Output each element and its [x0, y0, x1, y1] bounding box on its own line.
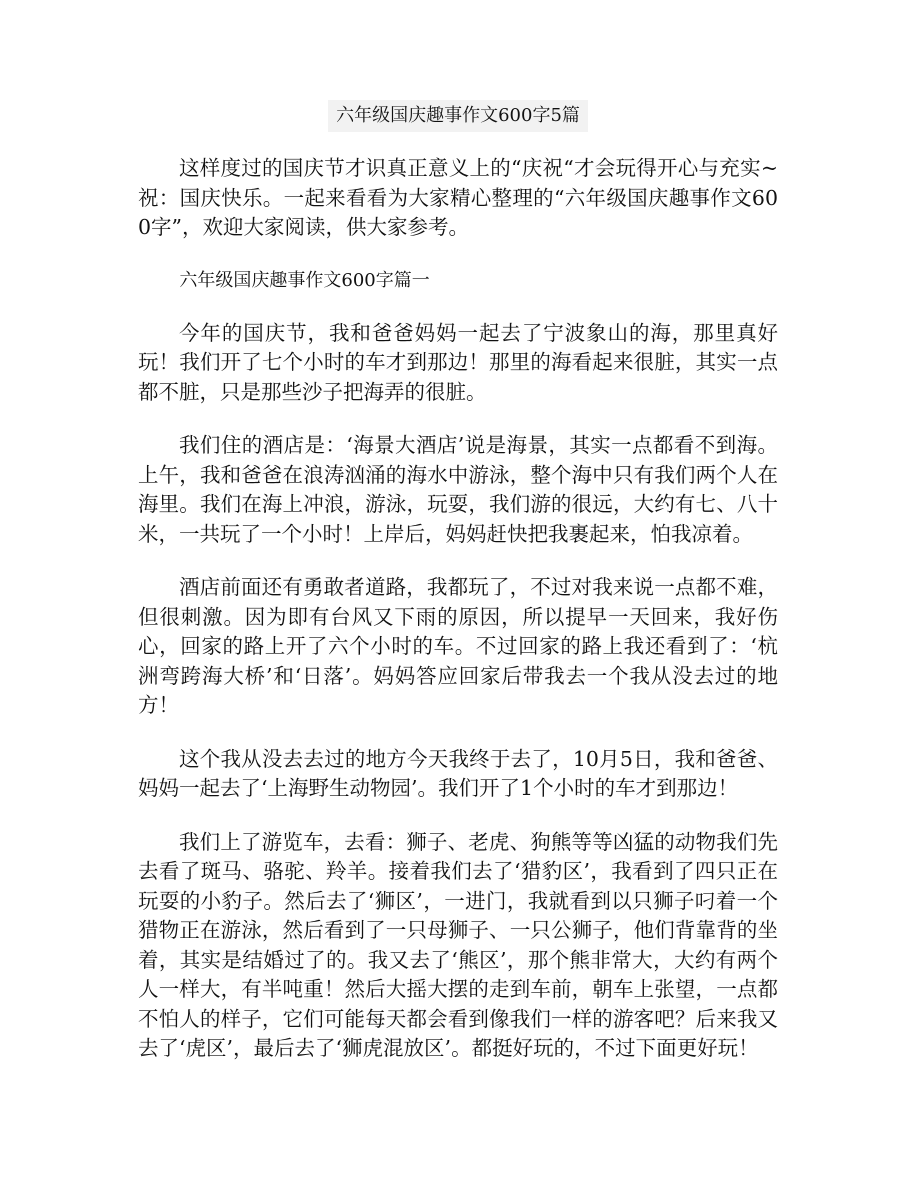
document-title: 六年级国庆趣事作文600字5篇 [328, 100, 588, 132]
body-paragraph-5: 我们上了游览车，去看：狮子、老虎、狗熊等等凶猛的动物我们先去看了斑马、骆驼、羚羊。接着我们去了‘猎豹区’，我看到了四只正在玩耍的小豹子。然后去了‘狮区’，一进门，我就看到以只狮子叼着一个猎物正在游泳，然后看到了一只母狮子、一只公狮子，他们背靠背的坐着，其实是结婚过了的。我又去了‘熊区’，那个熊非常大，大约有两个人一样大，有半吨重！然后大摇大摆的走到车前，朝车上张望，一点都不怕人的样子，它们可能每天都会看到像我们一样的游客吧？后来我又去了‘虎区’，最后去了‘狮虎混放区’。都挺好玩的，不过下面更好玩！ [138, 829, 778, 1060]
body-paragraph-2: 我们住的酒店是：‘海景大酒店’说是海景，其实一点都看不到海。上午，我和爸爸在浪涛汹涌的海水中游泳，整个海中只有我们两个人在海里。我们在海上冲浪，游泳，玩耍，我们游的很远，大约有七、八十米，一共玩了一个小时！上岸后，妈妈赶快把我裹起来，怕我凉着。 [138, 433, 778, 546]
body-paragraph-1: 今年的国庆节，我和爸爸妈妈一起去了宁波象山的海，那里真好玩！我们开了七个小时的车才到那边！那里的海看起来很脏，其实一点都不脏，只是那些沙子把海弄的很脏。 [138, 320, 778, 404]
document-page [138, 100, 778, 1088]
section-heading: 六年级国庆趣事作文600字篇一 [179, 269, 430, 291]
intro-paragraph: 这样度过的国庆节才识真正意义上的“庆祝“才会玩得开心与充实~祝：国庆快乐。一起来看看为大家精心整理的“六年级国庆趣事作文600字”，欢迎大家阅读，供大家参考。 [138, 156, 778, 239]
body-paragraph-4: 这个我从没去去过的地方今天我终于去了，10月5日，我和爸爸、妈妈一起去了‘上海野生动物园’。我们开了1个小时的车才到那边！ [138, 746, 778, 800]
body-paragraph-3: 酒店前面还有勇敢者道路，我都玩了，不过对我来说一点都不难，但很刺激。因为即有台风又下雨的原因，所以提早一天回来，我好伤心，回家的路上开了六个小时的车。不过回家的路上我还看到了：‘杭洲弯跨海大桥’和‘日落’。妈妈答应回家后带我去一个我从没去过的地方！ [138, 575, 778, 717]
title-wrapper [138, 100, 778, 132]
